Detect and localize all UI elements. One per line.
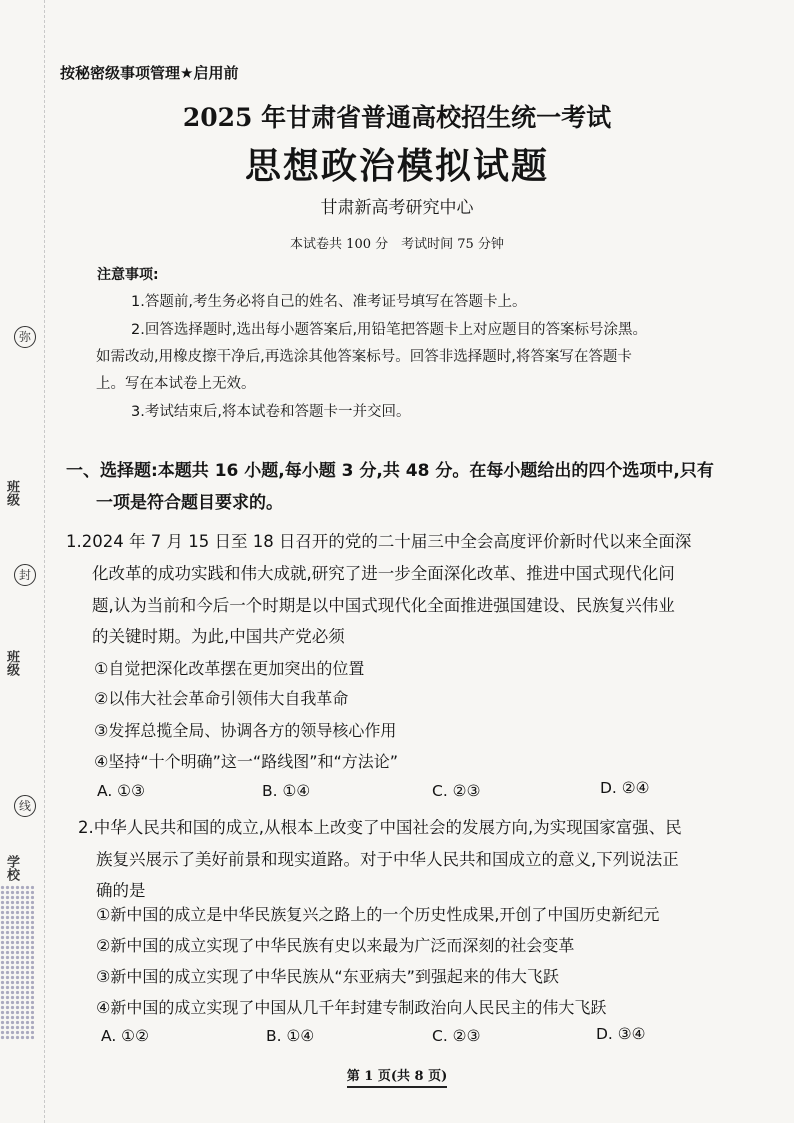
question-2-item: ④新中国的成立实现了中国从几千年封建专制政治向人民民主的伟大飞跃: [96, 998, 607, 1017]
notice-line: 上。写在本试卷上无效。: [96, 376, 256, 392]
question-1-line: 1.2024 年 7 月 15 日至 18 日召开的党的二十届三中全会高度评价新时代以来全面深: [66, 532, 692, 551]
organization: 甘肃新高考研究中心: [320, 198, 474, 218]
page-footer: [0, 1065, 794, 1084]
section-heading: 一、选择题:本题共 16 小题,每小题 3 分,共 48 分。在每小题给出的四个选项中,只有: [66, 461, 714, 481]
question-1-item: ①自觉把深化改革摆在更加突出的位置: [94, 659, 365, 678]
paper-title: 思想政治模拟试题: [244, 145, 549, 187]
exam-meta: 本试卷共 100 分 考试时间 75 分钟: [290, 237, 504, 252]
notice-line: 3.考试结束后,将本试卷和答题卡一并交回。: [131, 404, 411, 420]
choice-c: C. ②③: [432, 1027, 481, 1045]
class-label: 班级: [4, 480, 19, 506]
choice-b: B. ①④: [266, 1027, 315, 1045]
question-2-line: 族复兴展示了美好前景和现实道路。对于中华人民共和国成立的意义,下列说法正: [96, 850, 679, 869]
notice-line: 1.答题前,考生务必将自己的姓名、准考证号填写在答题卡上。: [131, 294, 527, 310]
question-1-line: 化改革的成功实践和伟大成就,研究了进一步全面深化改革、推进中国式现代化问: [92, 564, 675, 583]
question-1-item: ②以伟大社会革命引领伟大自我革命: [94, 689, 349, 708]
page-number: 第 1 页(共 8 页): [347, 1069, 448, 1088]
question-2-item: ③新中国的成立实现了中华民族从“东亚病夫”到强起来的伟大飞跃: [96, 967, 559, 986]
question-1-line: 题,认为当前和今后一个时期是以中国式现代化全面推进强国建设、民族复兴伟业: [92, 596, 675, 615]
seal-mark-mi: 弥: [14, 326, 36, 348]
notice-heading: 注意事项:: [97, 267, 159, 283]
question-2-item: ①新中国的成立是中华民族复兴之路上的一个历史性成果,开创了中国历史新纪元: [96, 905, 660, 924]
question-1-line: 的关键时期。为此,中国共产党必须: [92, 627, 345, 646]
exam-title: 2025 年甘肃省普通高校招生统一考试: [182, 103, 612, 132]
school-label: 学校: [4, 855, 19, 881]
secret-notice: 按秘密级事项管理★启用前: [60, 64, 239, 82]
question-1-item: ④坚持“十个明确”这一“路线图”和“方法论”: [94, 752, 399, 771]
choice-a: A. ①③: [97, 782, 145, 800]
scan-dot-pattern: [0, 885, 34, 1040]
section-heading-cont: 一项是符合题目要求的。: [96, 493, 283, 513]
question-2-line: 确的是: [96, 881, 146, 900]
choice-a: A. ①②: [101, 1027, 149, 1045]
question-1-item: ③发挥总揽全局、协调各方的领导核心作用: [94, 721, 397, 740]
choice-d: D. ③④: [596, 1025, 646, 1043]
question-2-line: 2.中华人民共和国的成立,从根本上改变了中国社会的发展方向,为实现国家富强、民: [78, 818, 682, 837]
notice-line: 2.回答选择题时,选出每小题答案后,用铅笔把答题卡上对应题目的答案标号涂黑。: [131, 322, 648, 338]
seal-mark-xian: 线: [14, 795, 36, 817]
choice-b: B. ①④: [262, 782, 311, 800]
choice-d: D. ②④: [600, 779, 650, 797]
choice-c: C. ②③: [432, 782, 481, 800]
seal-mark-feng: 封: [14, 564, 36, 586]
question-2-item: ②新中国的成立实现了中华民族有史以来最为广泛而深刻的社会变革: [96, 936, 575, 955]
notice-line: 如需改动,用橡皮擦干净后,再选涂其他答案标号。回答非选择题时,将答案写在答题卡: [96, 349, 632, 365]
class-label-2: 班级: [4, 650, 19, 676]
